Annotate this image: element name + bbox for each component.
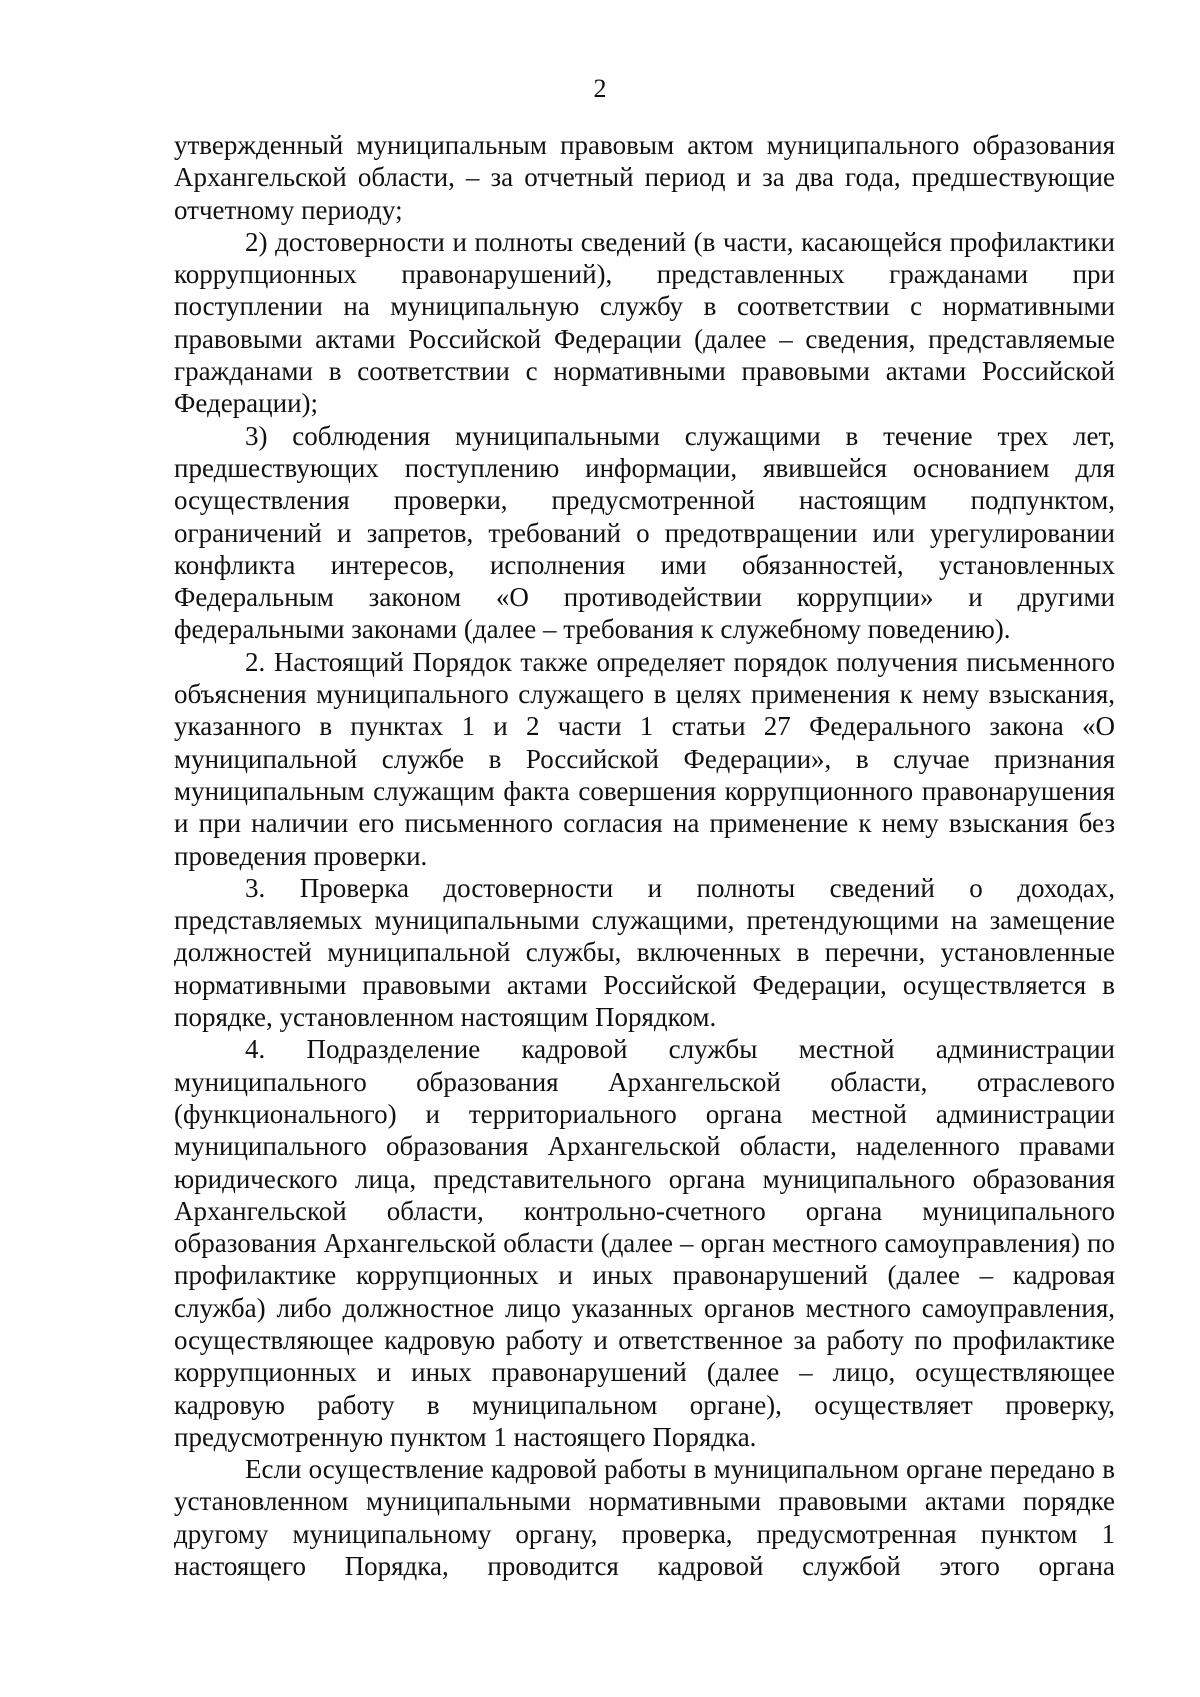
document-body [174,129,1115,1582]
paragraph-section-4-continued: Если осуществление кадровой работы в муниципальном органе передано в установленном муниципальными нормативными правовыми актами порядке другому муниципальному органу, проверка, предусмотренная пунктом 1 настоящего Порядка, проводится кадровой службой этого органа [174,1454,1115,1582]
paragraph-continuation: утвержденный муниципальным правовым актом муниципального образования Архангельской области, – за отчетный период и за два года, предшествующие отчетному периоду; [174,130,1115,225]
paragraph-section-2: 2. Настоящий Порядок также определяет порядок получения письменного объяснения муниципального служащего в целях применения к нему взыскания, указанного в пунктах 1 и 2 части 1 статьи 27 Федерального закона «О муниципальной службе в Российской Федерации», в случае признания муниципальным служащим факта совершения коррупционного правонарушения и при наличии его письменного согласия на применение к нему взыскания без проведения проверки. [174,646,1115,871]
paragraph-section-3: 3. Проверка достоверности и полноты сведений о доходах, представляемых муниципальными служащими, претендующими на замещение должностей муниципальной службы, включенных в перечни, установленные нормативными правовыми актами Российской Федерации, осуществляется в порядке, установленном настоящим Порядком. [174,872,1115,1033]
paragraph-item-2: 2) достоверности и полноты сведений (в части, касающейся профилактики коррупционных правонарушений), представленных гражданами при поступлении на муниципальную службу в соответствии с нормативными правовыми актами Российской Федерации (далее – сведения, представляемые гражданами в соответствии с нормативными правовыми актами Российской Федерации); [174,226,1115,419]
paragraph-section-4: 4. Подразделение кадровой службы местной администрации муниципального образования Архангельской области, отраслевого (функционального) и территориального органа местной администрации муниципального образования Архангельской области, наделенного правами юридического лица, представительного органа муниципального образования Архангельской области, контрольно-счетного органа муниципального образования Архангельской области (далее – орган местного самоуправления) по профилактике коррупционных и иных правонарушений (далее – кадровая служба) либо должностное лицо указанных органов местного самоуправления, осуществляющее кадровую работу и ответственное за работу по профилактике коррупционных и иных правонарушений (далее – лицо, осуществляющее кадровую работу в муниципальном органе), осуществляет проверку, предусмотренную пунктом 1 настоящего Порядка. [174,1034,1115,1452]
page-number: 2 [593,74,607,103]
paragraph-item-3: 3) соблюдения муниципальными служащими в течение трех лет, предшествующих поступлению информации, явившейся основанием для осуществления проверки, предусмотренной настоящим подпунктом, ограничений и запретов, требований о предотвращении или урегулировании конфликта интересов, исполнения ими обязанностей, установленных Федеральным законом «О противодействии коррупции» и другими федеральными законами (далее – требования к служебному поведению). [174,420,1115,645]
